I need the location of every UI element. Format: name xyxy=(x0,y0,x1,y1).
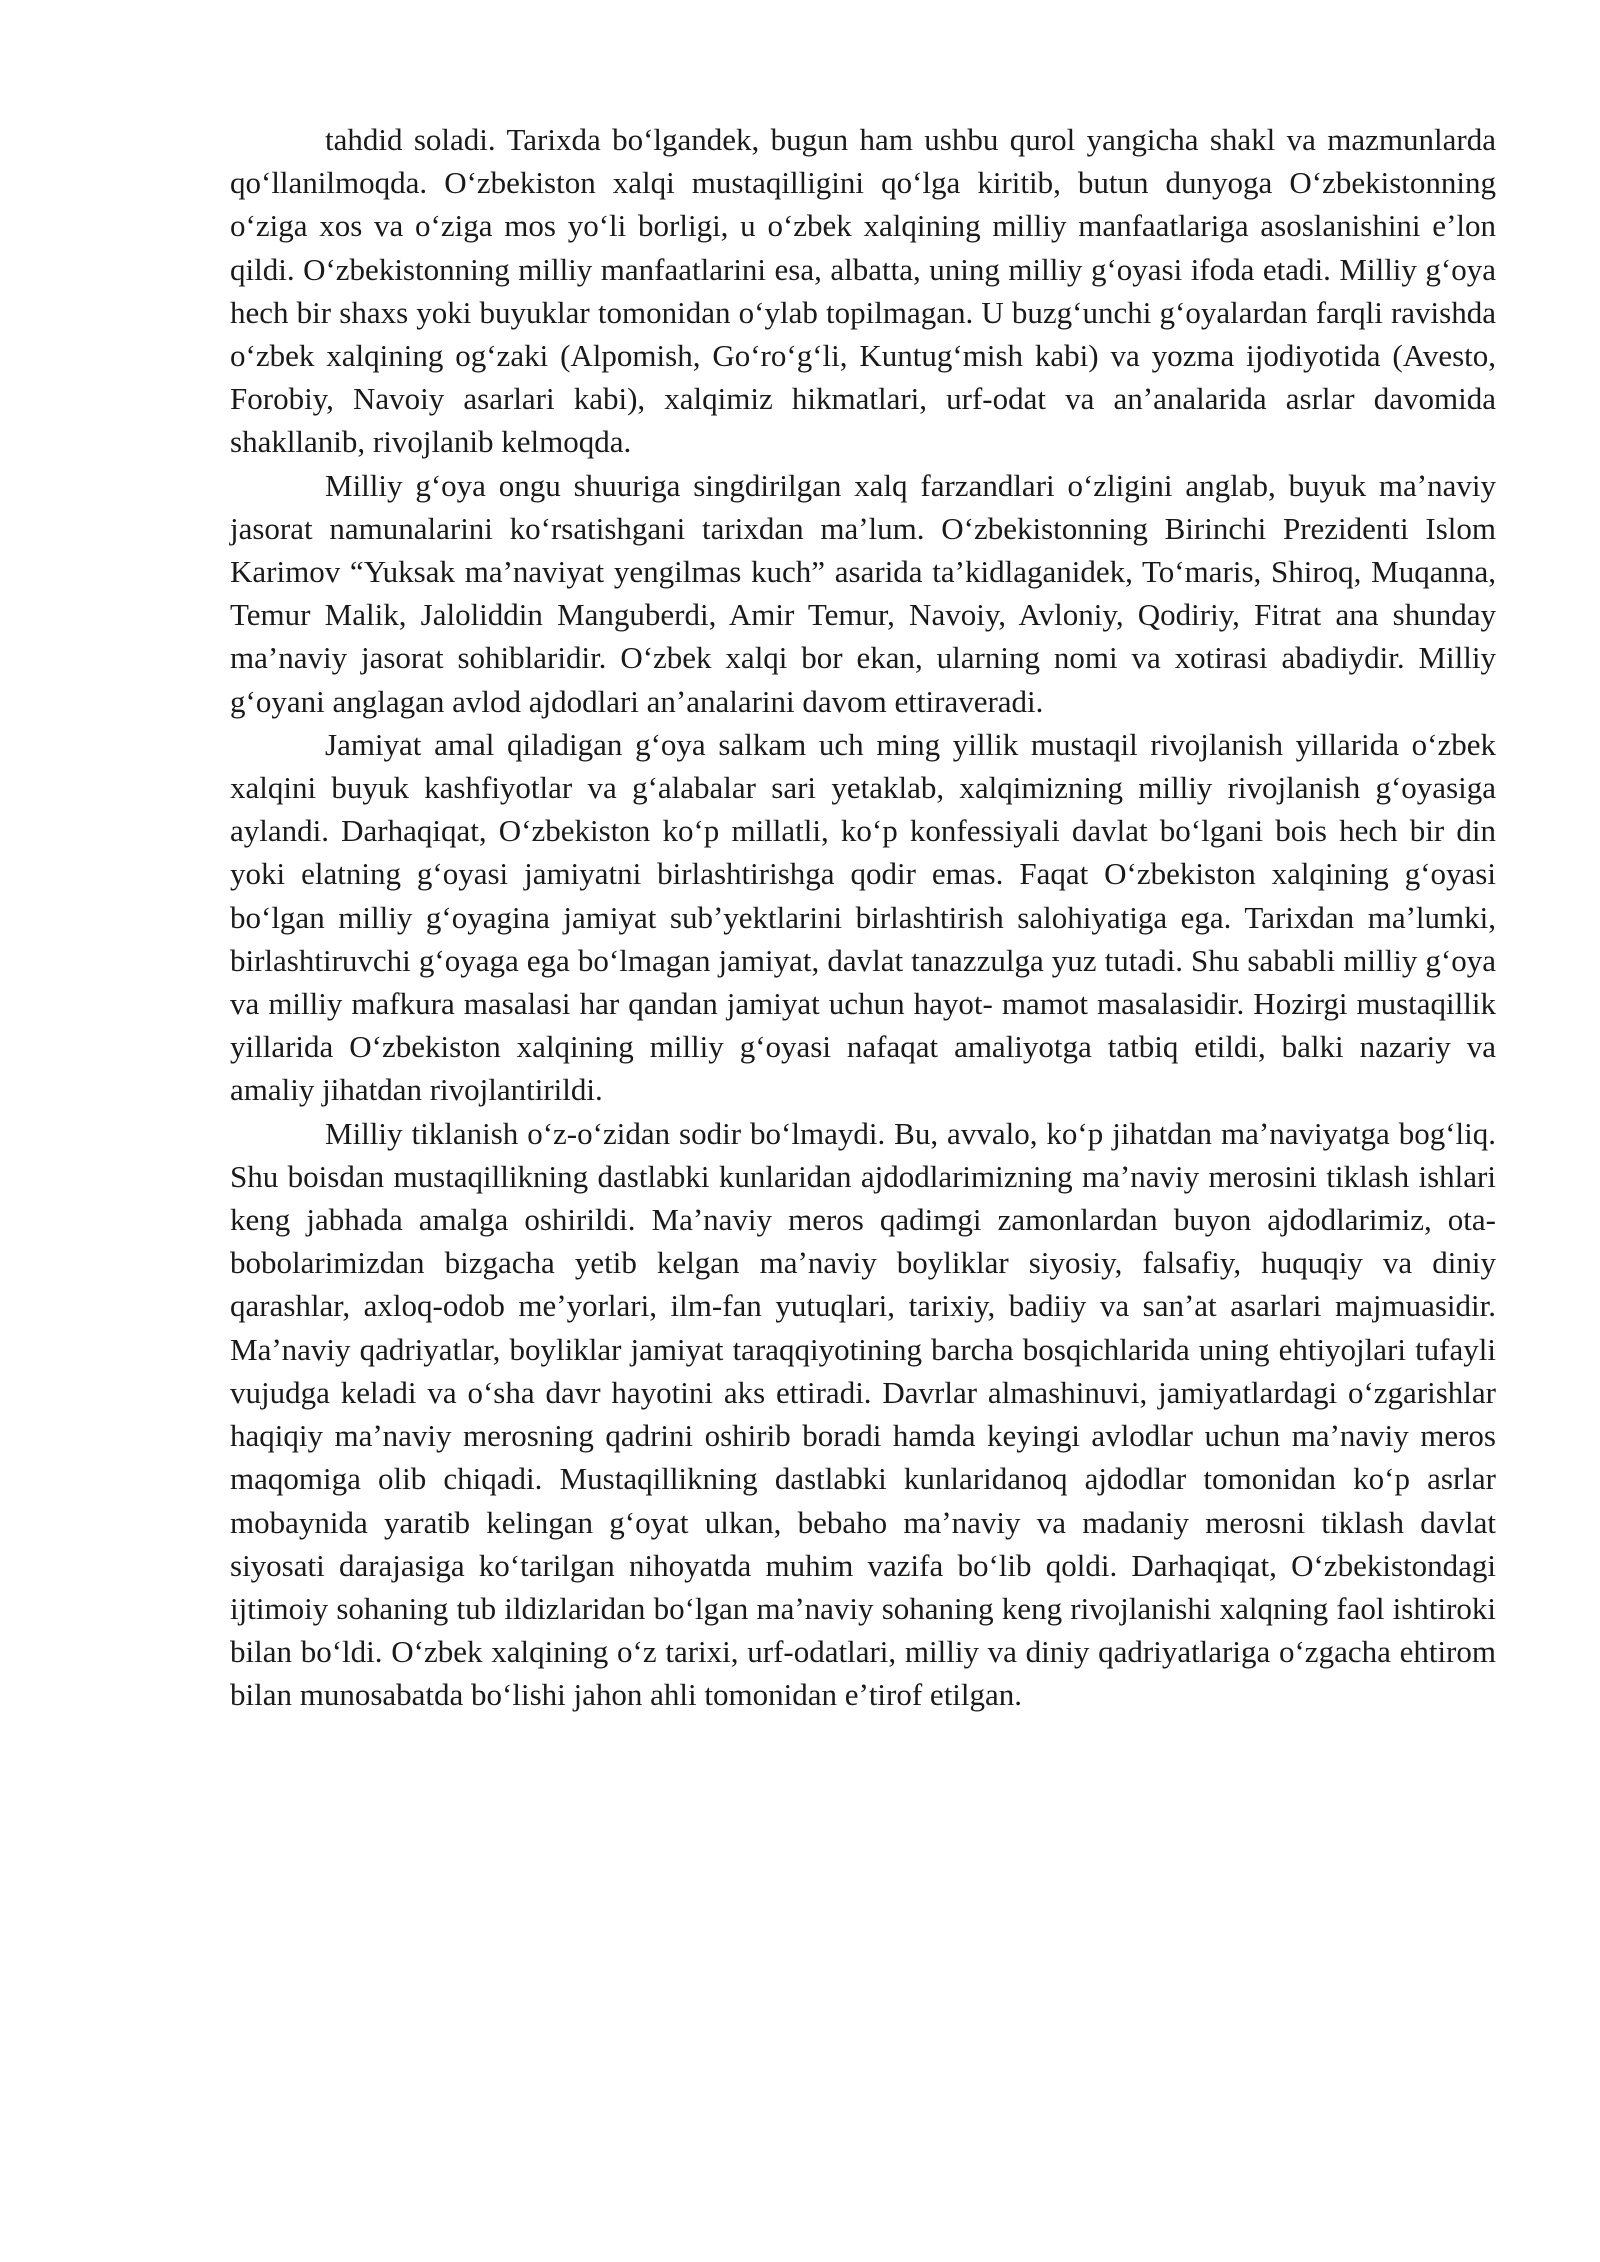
paragraph-3: Jamiyat amal qiladigan gʻoya salkam uch ming yillik mustaqil rivojlanish yillarida oʻzbek xalqini buyuk kashfiyotlar va gʻalabalar sari yetaklab, xalqimizning milliy rivojlanish gʻoyasiga aylandi. Darhaqiqat, Oʻzbekiston koʻp millatli, koʻp konfessiyali davlat boʻlgani bois hech bir din yoki elatning gʻoyasi jamiyatni birlashtirishga qodir emas. Faqat Oʻzbekiston xalqining gʻoyasi boʻlgan milliy gʻoyagina jamiyat subʼyektlarini birlashtirish salohiyatiga ega. Tarixdan maʼlumki, birlashtiruvchi gʻoyaga ega boʻlmagan jamiyat, davlat tanazzulga yuz tutadi. Shu sababli milliy gʻoya va milliy mafkura masalasi har qandan jamiyat uchun hayot- mamot masalasidir. Hozirgi mustaqillik yillarida Oʻzbekiston xalqining milliy gʻoyasi nafaqat amaliyotga tatbiq etildi, balki nazariy va amaliy jihatdan rivojlantirildi. xyxy=(230,726,1496,1108)
paragraph-4: Milliy tiklanish oʻz-oʻzidan sodir boʻlmaydi. Bu, avvalo, koʻp jihatdan maʼnaviyatga bogʻliq. Shu boisdan mustaqillikning dastlabki kunlaridan ajdodlarimizning maʼnaviy merosini tiklash ishlari keng jabhada amalga oshirildi. Maʼnaviy meros qadimgi zamonlardan buyon ajdodlarimiz, ota-bobolarimizdan bizgacha yetib kelgan maʼnaviy boyliklar siyosiy, falsafiy, huquqiy va diniy qarashlar, axloq-odob meʼyorlari, ilm-fan yutuqlari, tarixiy, badiiy va sanʼat asarlari majmuasidir. Maʼnaviy qadriyatlar, boyliklar jamiyat taraqqiyotining barcha bosqichlarida uning ehtiyojlari tufayli vujudga keladi va oʻsha davr hayotini aks ettiradi. Davrlar almashinuvi, jamiyatlardagi oʻzgarishlar haqiqiy maʼnaviy merosning qadrini oshirib boradi hamda keyingi avlodlar uchun maʼnaviy meros maqomiga olib chiqadi. Mustaqillikning dastlabki kunlaridanoq ajdodlar tomonidan koʻp asrlar mobaynida yaratib kelingan gʻoyat ulkan, bebaho maʼnaviy va madaniy merosni tiklash davlat siyosati darajasiga koʻtarilgan nihoyatda muhim vazifa boʻlib qoldi. Darhaqiqat, Oʻzbekistondagi ijtimoiy sohaning tub ildizlaridan boʻlgan maʼnaviy sohaning keng rivojlanishi xalqning faol ishtiroki bilan boʻldi. Oʻzbek xalqining oʻz tarixi, urf-odatlari, milliy va diniy qadriyatlariga oʻzgacha ehtirom bilan munosabatda boʻlishi jahon ahli tomonidan eʼtirof etilgan. xyxy=(230,1115,1496,1713)
paragraph-1: tahdid soladi. Tarixda boʻlgandek, bugun ham ushbu qurol yangicha shakl va mazmunlarda qoʻllanilmoqda. Oʻzbekiston xalqi mustaqilligini qoʻlga kiritib, butun dunyoga Oʻzbekistonning oʻziga xos va oʻziga mos yoʻli borligi, u oʻzbek xalqining milliy manfaatlariga asoslanishini eʼlon qildi. Oʻzbekistonning milliy manfaatlarini esa, albatta, uning milliy gʻoyasi ifoda etadi. Milliy gʻoya hech bir shaxs yoki buyuklar tomonidan oʻylab topilmagan. U buzgʻunchi gʻoyalardan farqli ravishda oʻzbek xalqining ogʻzaki (Alpomish, Goʻroʻgʻli, Kuntugʻmish kabi) va yozma ijodiyotida (Avesto, Forobiy, Navoiy asarlari kabi), xalqimiz hikmatlari, urf-odat va anʼanalarida asrlar davomida shakllanib, rivojlanib kelmoqda. xyxy=(230,122,1496,460)
document-page xyxy=(230,118,1496,1717)
paragraph-2: Milliy gʻoya ongu shuuriga singdirilgan xalq farzandlari oʻzligini anglab, buyuk maʼnaviy jasorat namunalarini koʻrsatishgani tarixdan maʼlum. Oʻzbekistonning Birinchi Prezidenti Islom Karimov “Yuksak ma’naviyat yengilmas kuch” asarida ta’kidlaganidek, Toʻmaris, Shiroq, Muqanna, Temur Malik, Jaloliddin Manguberdi, Amir Temur, Navoiy, Avloniy, Qodiriy, Fitrat ana shunday ma’naviy jasorat sohiblaridir. Oʻzbek xalqi bor ekan, ularning nomi va xotirasi abadiydir. Milliy gʻoyani anglagan avlod ajdodlari anʼanalarini davom ettiraveradi. xyxy=(230,467,1496,719)
